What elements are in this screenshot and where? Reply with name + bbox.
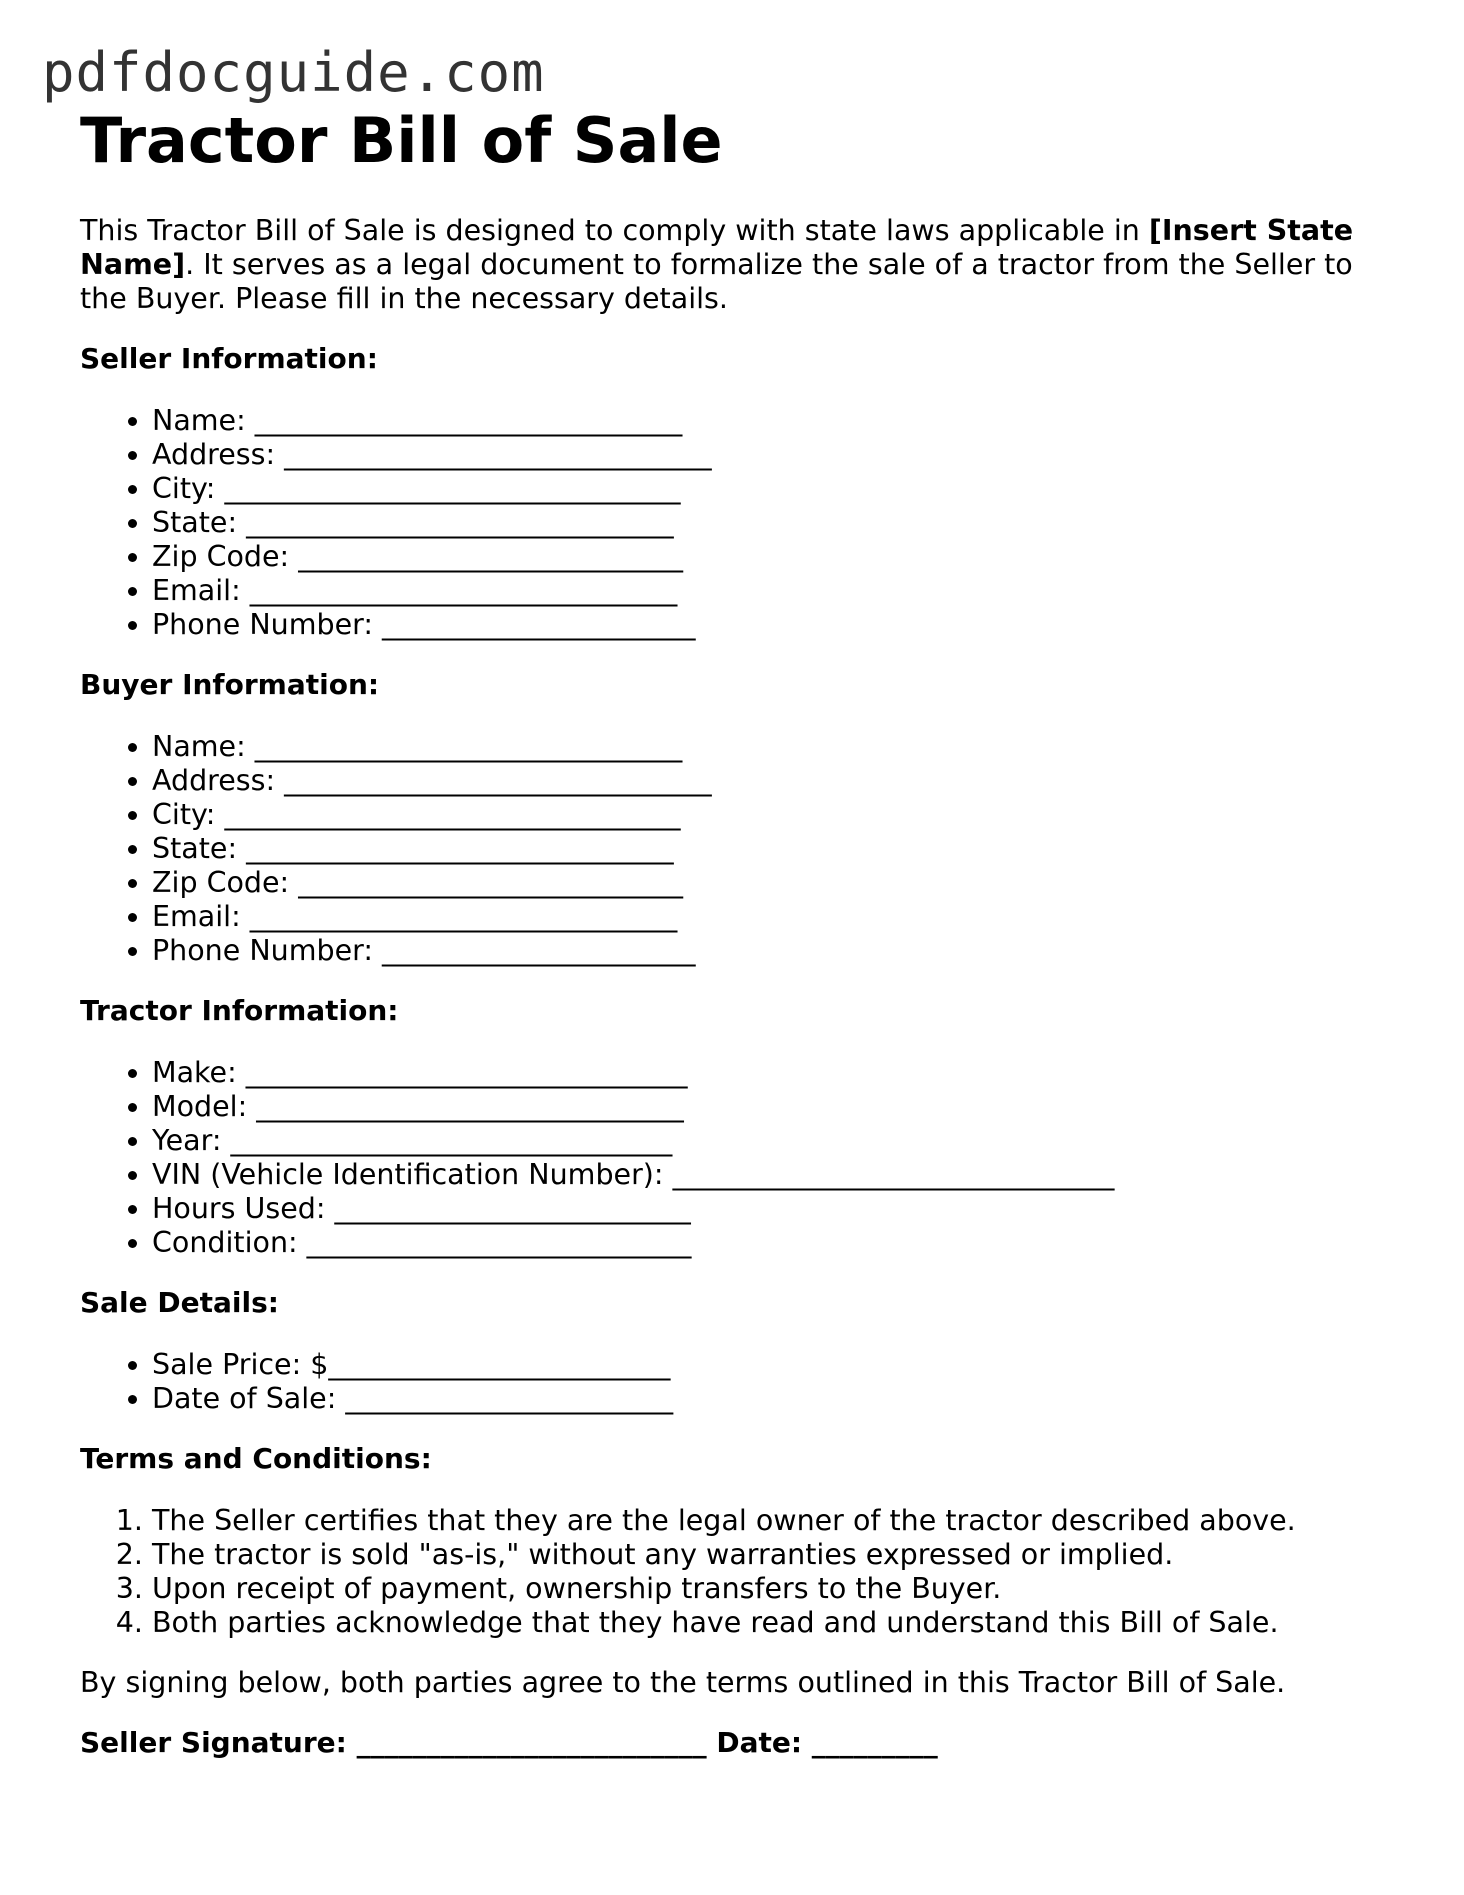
intro-state-placeholder: [Insert State Name]	[80, 214, 1354, 282]
seller-state-field: • State: ______________________________	[152, 506, 1400, 540]
terms-heading: Terms and Conditions:	[80, 1442, 432, 1476]
term-item: 4. Both parties acknowledge that they have read and understand this Bill of Sale.	[152, 1606, 1400, 1640]
intro-paragraph	[80, 214, 1400, 316]
sale-heading: Sale Details:	[80, 1286, 279, 1320]
intro-text-end: . It serves as a legal document to formalize the sale of a tractor from the Seller to the Buyer. Please fill in the necessary details.	[80, 248, 1353, 316]
tractor-condition-field: • Condition: ___________________________	[152, 1226, 1400, 1260]
buyer-email-field: • Email: ______________________________	[152, 900, 1400, 934]
seller-address-field: • Address: ______________________________	[152, 438, 1400, 472]
term-item: 1. The Seller certifies that they are the legal owner of the tractor described above.	[152, 1504, 1400, 1538]
buyer-address-field: • Address: ______________________________	[152, 764, 1400, 798]
intro-text-start: This Tractor Bill of Sale is designed to comply with state laws applicable in	[80, 214, 1149, 248]
seller-email-field: • Email: ______________________________	[152, 574, 1400, 608]
tractor-make-field: • Make: _______________________________	[152, 1056, 1400, 1090]
seller-fields-list	[80, 404, 1400, 642]
seller-name-field: • Name: ______________________________	[152, 404, 1400, 438]
sale-price-field: • Sale Price: $________________________	[152, 1348, 1400, 1382]
terms-list	[80, 1504, 1400, 1640]
buyer-city-field: • City: ________________________________	[152, 798, 1400, 832]
buyer-name-field: • Name: ______________________________	[152, 730, 1400, 764]
buyer-zip-field: • Zip Code: ___________________________	[152, 866, 1400, 900]
sale-date-field: • Date of Sale: _______________________	[152, 1382, 1400, 1416]
tractor-vin-field: • VIN (Vehicle Identification Number): _______________________________	[152, 1158, 1400, 1192]
seller-signature-line: Seller Signature: _________________________ Date: _________	[80, 1726, 938, 1760]
seller-zip-field: • Zip Code: ___________________________	[152, 540, 1400, 574]
document-body	[80, 104, 1400, 1760]
document-title: Tractor Bill of Sale	[80, 104, 723, 177]
watermark-text: pdfdocguide.com	[42, 41, 545, 104]
seller-phone-field: • Phone Number: ______________________	[152, 608, 1400, 642]
seller-heading: Seller Information:	[80, 342, 378, 376]
term-item: 3. Upon receipt of payment, ownership transfers to the Buyer.	[152, 1572, 1400, 1606]
seller-city-field: • City: ________________________________	[152, 472, 1400, 506]
closing-statement: By signing below, both parties agree to the terms outlined in this Tractor Bill of Sale.	[80, 1666, 1286, 1700]
tractor-year-field: • Year: _______________________________	[152, 1124, 1400, 1158]
term-item: 2. The tractor is sold "as-is," without any warranties expressed or implied.	[152, 1538, 1400, 1572]
buyer-state-field: • State: ______________________________	[152, 832, 1400, 866]
buyer-fields-list	[80, 730, 1400, 968]
tractor-fields-list	[80, 1056, 1400, 1260]
tractor-model-field: • Model: ______________________________	[152, 1090, 1400, 1124]
buyer-heading: Buyer Information:	[80, 668, 380, 702]
buyer-phone-field: • Phone Number: ______________________	[152, 934, 1400, 968]
tractor-hours-field: • Hours Used: _________________________	[152, 1192, 1400, 1226]
tractor-heading: Tractor Information:	[80, 994, 399, 1028]
sale-fields-list	[80, 1348, 1400, 1416]
